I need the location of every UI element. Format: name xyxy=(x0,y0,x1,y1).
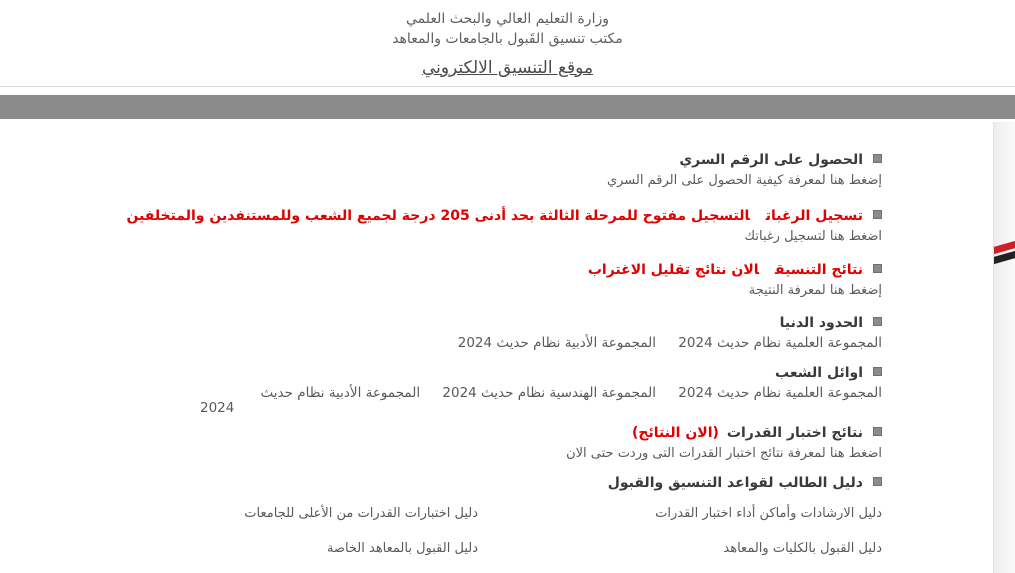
aptitude-results-link[interactable]: اضغط هنا لمعرفة نتائج اختبار القدرات التى وردت حتى الان xyxy=(566,446,882,461)
ministry-title: وزارة التعليم العالي والبحث العلمي xyxy=(406,11,609,27)
section-title: اوائل الشعب xyxy=(775,365,863,381)
office-subtitle: مكتب تنسيق القَبول بالجامعات والمعاهد xyxy=(392,31,623,47)
section-minimum-limits xyxy=(40,315,882,351)
tansik-results-link[interactable]: إضغط هنا لمعرفة النتيجة xyxy=(748,283,882,298)
section-register-wishes xyxy=(40,208,882,244)
top-branches-links-row xyxy=(40,386,882,401)
section-secret-number xyxy=(40,152,882,188)
header xyxy=(0,0,1015,78)
top-nav-bar xyxy=(0,95,1015,119)
section-aptitude-results xyxy=(40,425,882,461)
section-tansik-results xyxy=(40,262,882,298)
aptitude-announcement: (الان النتائج) xyxy=(631,425,719,441)
square-bullet-icon xyxy=(873,154,882,163)
top-branches-wrapped-year[interactable]: 2024 xyxy=(200,400,235,416)
guide-private-institutes-link[interactable]: دليل القبول بالمعاهد الخاصة xyxy=(326,541,478,556)
square-bullet-icon xyxy=(873,367,882,376)
guide-instructions-link[interactable]: دليل الارشادات وأماكن أداء اختبار القدرات xyxy=(655,506,882,521)
section-title-row xyxy=(40,208,882,225)
guide-links-row xyxy=(40,506,882,522)
site-home-link[interactable]: موقع التنسيق الالكتروني xyxy=(421,58,594,78)
section-title: دليل الطالب لقواعد التنسيق والقبول xyxy=(607,475,863,491)
section-title: نتائج اختبار القدرات xyxy=(726,425,863,441)
section-title-row xyxy=(40,365,882,382)
secret-number-link[interactable]: إضغط هنا لمعرفة كيفية الحصول على الرقم السري xyxy=(606,173,882,188)
section-title: الحصول على الرقم السري xyxy=(679,152,863,168)
section-title-row xyxy=(40,425,882,442)
section-title-row xyxy=(40,262,882,279)
header-divider xyxy=(0,86,1015,87)
min-limits-literary-link[interactable]: المجموعة الأدبية نظام حديث 2024 xyxy=(457,335,656,351)
min-limits-links-row xyxy=(40,336,882,351)
flag-ribbon xyxy=(993,122,1015,573)
register-wishes-link[interactable]: اضغط هنا لتسجيل رغباتك xyxy=(744,229,882,244)
main-content xyxy=(0,119,1015,557)
section-title: الحدود الدنيا xyxy=(779,315,863,331)
top-branches-engineering-link[interactable]: المجموعة الهندسية نظام حديث 2024 xyxy=(442,385,656,401)
section-title-row xyxy=(40,152,882,169)
section-title-row xyxy=(40,475,882,492)
section-title-row xyxy=(40,315,882,332)
guide-aptitude-universities-link[interactable]: دليل اختبارات القدرات من الأعلى للجامعات xyxy=(244,506,478,521)
section-top-branches xyxy=(40,365,882,416)
top-branches-literary-link[interactable]: المجموعة الأدبية نظام حديث xyxy=(260,385,421,401)
min-limits-scientific-link[interactable]: المجموعة العلمية نظام حديث 2024 xyxy=(678,335,882,351)
square-bullet-icon xyxy=(873,427,882,436)
results-announcement: الان نتائج تقليل الاغتراب xyxy=(587,262,760,278)
square-bullet-icon xyxy=(873,477,882,486)
square-bullet-icon xyxy=(873,210,882,219)
top-branches-scientific-link[interactable]: المجموعة العلمية نظام حديث 2024 xyxy=(678,385,882,401)
registration-announcement: التسجيل مفتوح للمرحلة الثالثة بحد أدنى 205 درجة لجميع الشعب وللمستنفدين والمتخلفين xyxy=(126,208,750,224)
section-title: تسجيل الرغبات xyxy=(765,208,863,224)
guide-links-row xyxy=(40,541,882,557)
square-bullet-icon xyxy=(873,317,882,326)
guide-colleges-institutes-link[interactable]: دليل القبول بالكليات والمعاهد xyxy=(723,541,882,556)
section-student-guide xyxy=(40,475,882,557)
square-bullet-icon xyxy=(873,264,882,273)
section-title: نتائج التنسيق xyxy=(775,262,863,278)
